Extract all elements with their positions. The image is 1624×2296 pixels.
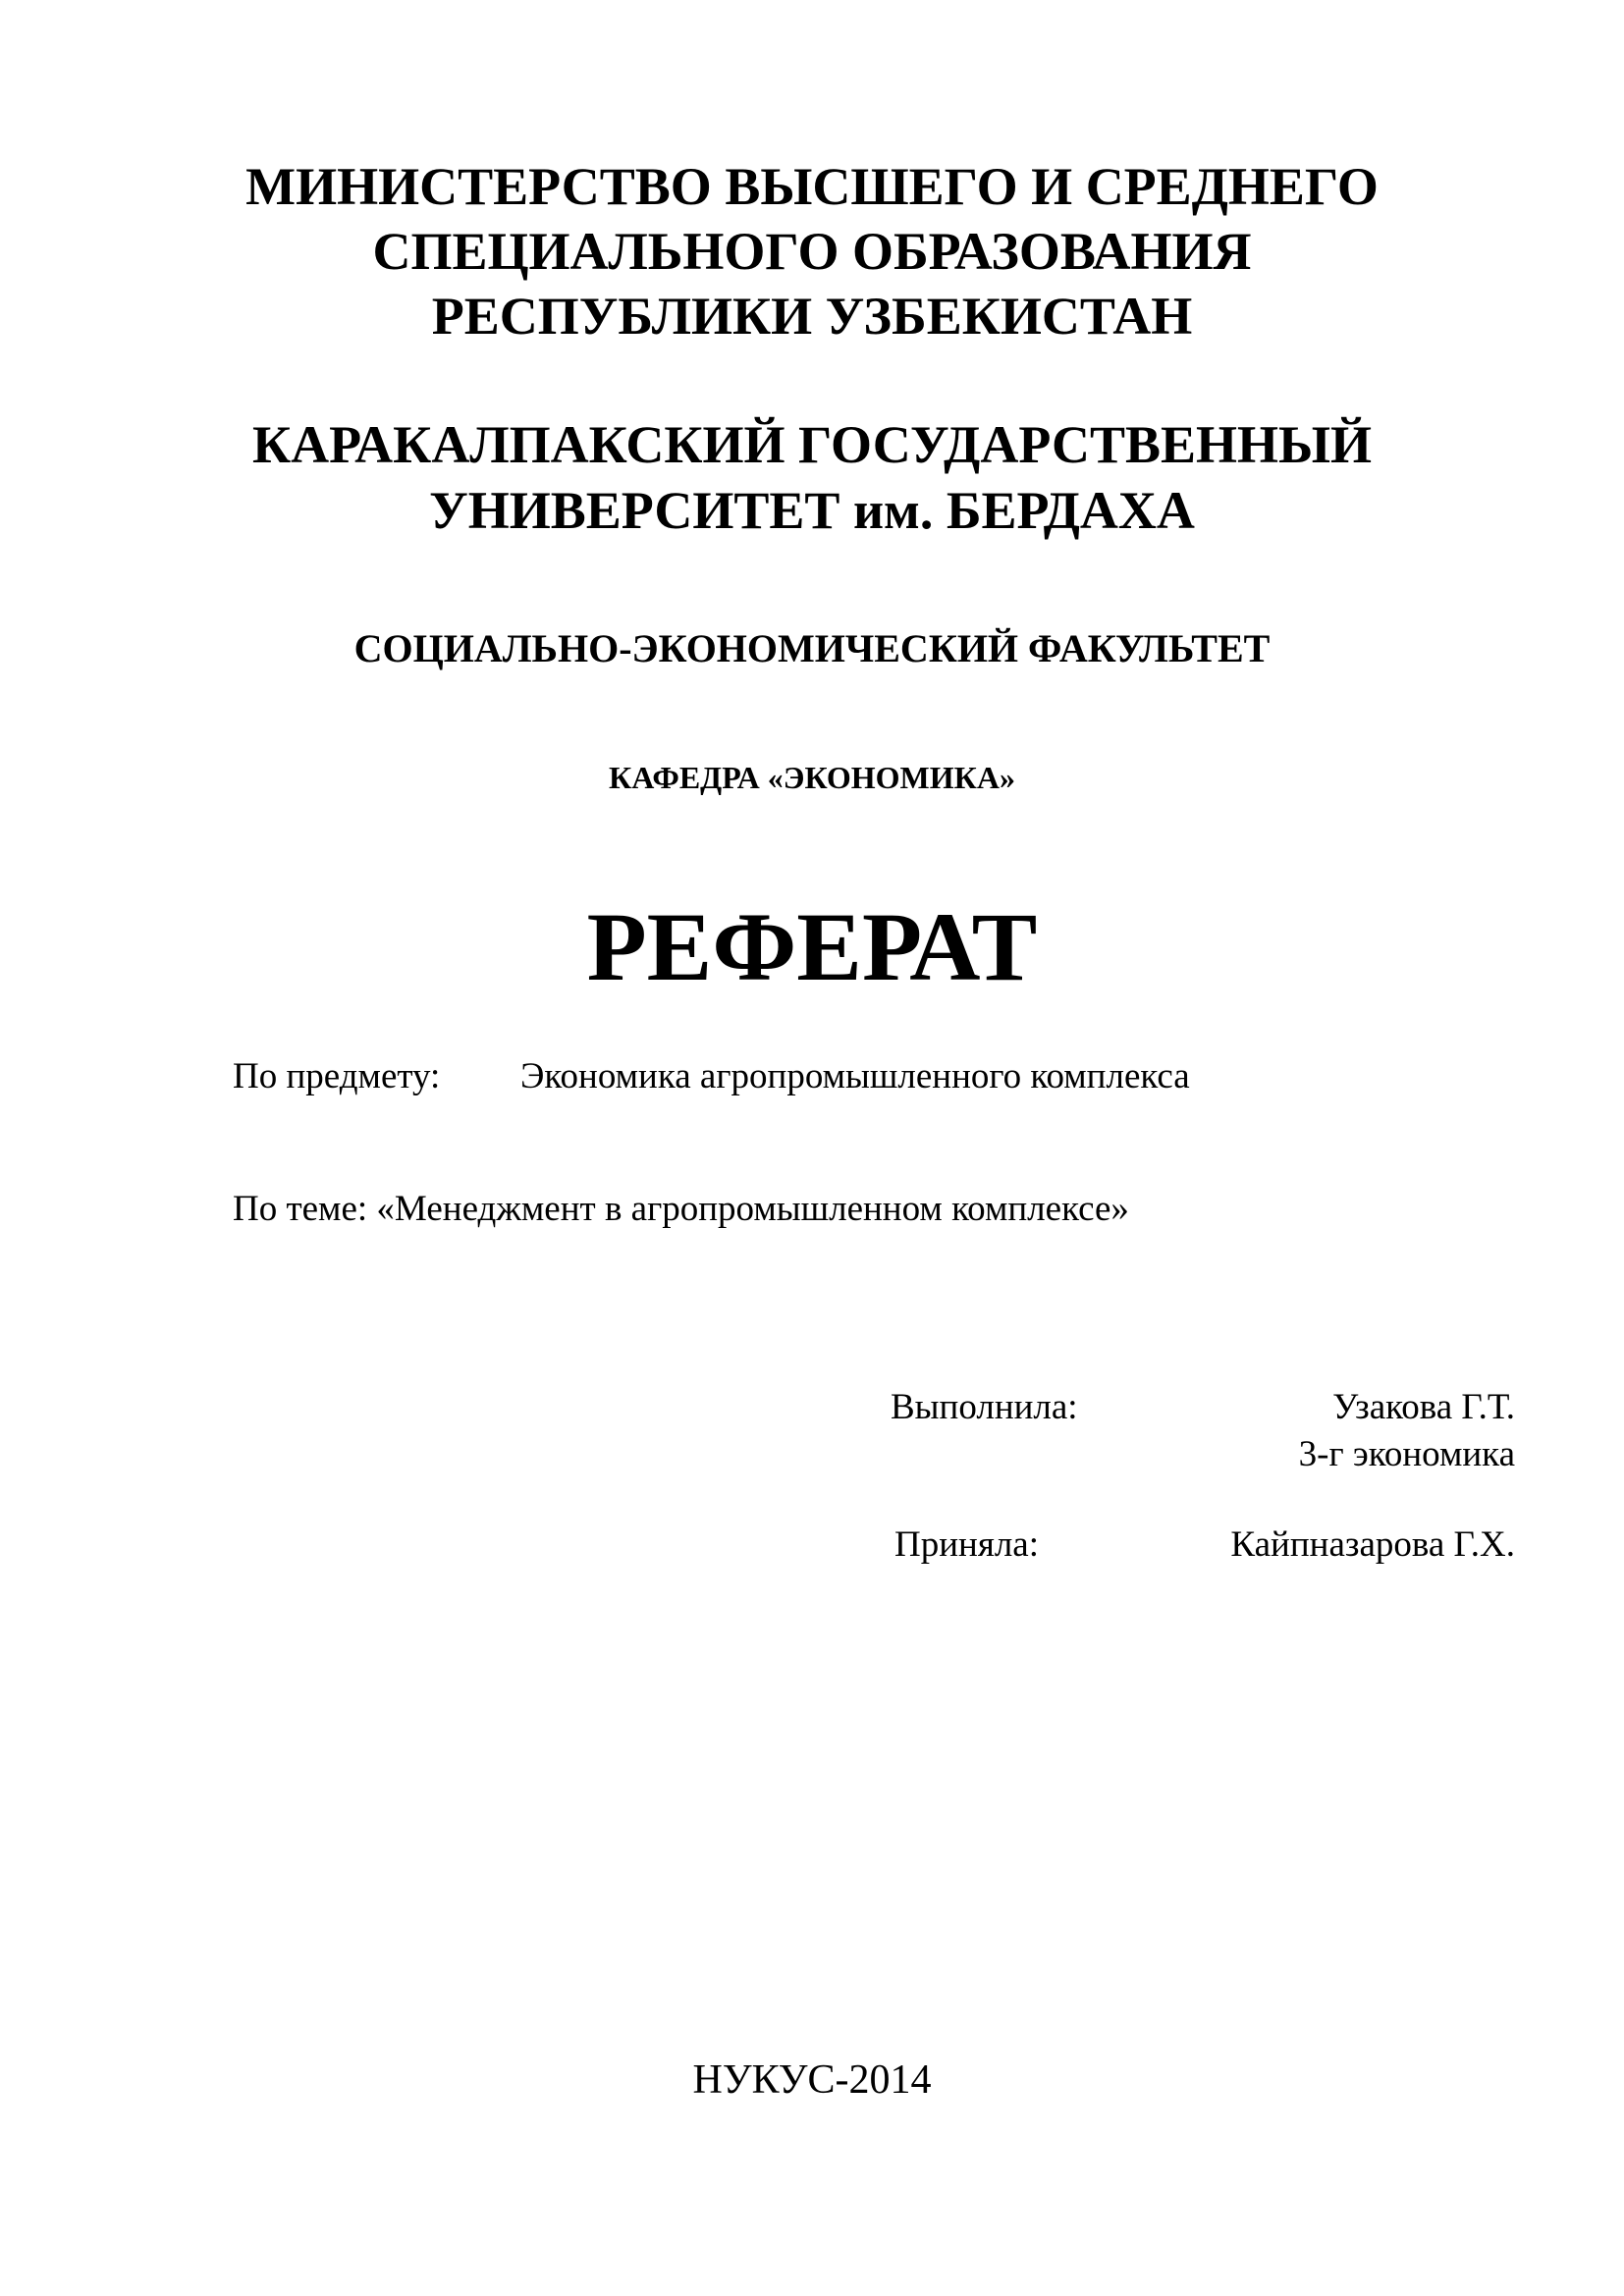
subject-value: Экономика агропромышленного комплекса xyxy=(520,1056,1190,1096)
university-line-1: КАРАКАЛПАКСКИЙ ГОСУДАРСТВЕННЫЙ xyxy=(251,415,1373,474)
ministry-line-1: МИНИСТЕРСТВО ВЫСШЕГО И СРЕДНЕГО xyxy=(245,157,1379,216)
document-title: РЕФЕРАТ xyxy=(586,892,1038,1001)
department-name: КАФЕДРА «ЭКОНОМИКА» xyxy=(609,760,1015,795)
topic-line: По теме: «Менеджмент в агропромышленном комплексе» xyxy=(233,1189,1129,1229)
subject-label: По предмету: xyxy=(233,1056,441,1096)
faculty-name: СОЦИАЛЬНО-ЭКОНОМИЧЕСКИЙ ФАКУЛЬТЕТ xyxy=(353,626,1271,670)
city-year: НУКУС-2014 xyxy=(692,2057,932,2103)
accepted-name: Кайпназарова Г.Х. xyxy=(1230,1524,1515,1565)
ministry-line-2: СПЕЦИАЛЬНОГО ОБРАЗОВАНИЯ xyxy=(372,222,1252,281)
performed-label: Выполнила: xyxy=(891,1387,1078,1427)
accepted-label: Приняла: xyxy=(894,1524,1040,1565)
university-line-2: УНИВЕРСИТЕТ им. БЕРДАХА xyxy=(429,481,1195,540)
performed-name: Узакова Г.Т. xyxy=(1332,1387,1515,1427)
performed-group: 3-г экономика xyxy=(1298,1434,1515,1474)
ministry-line-3: РЕСПУБЛИКИ УЗБЕКИСТАН xyxy=(431,287,1193,346)
